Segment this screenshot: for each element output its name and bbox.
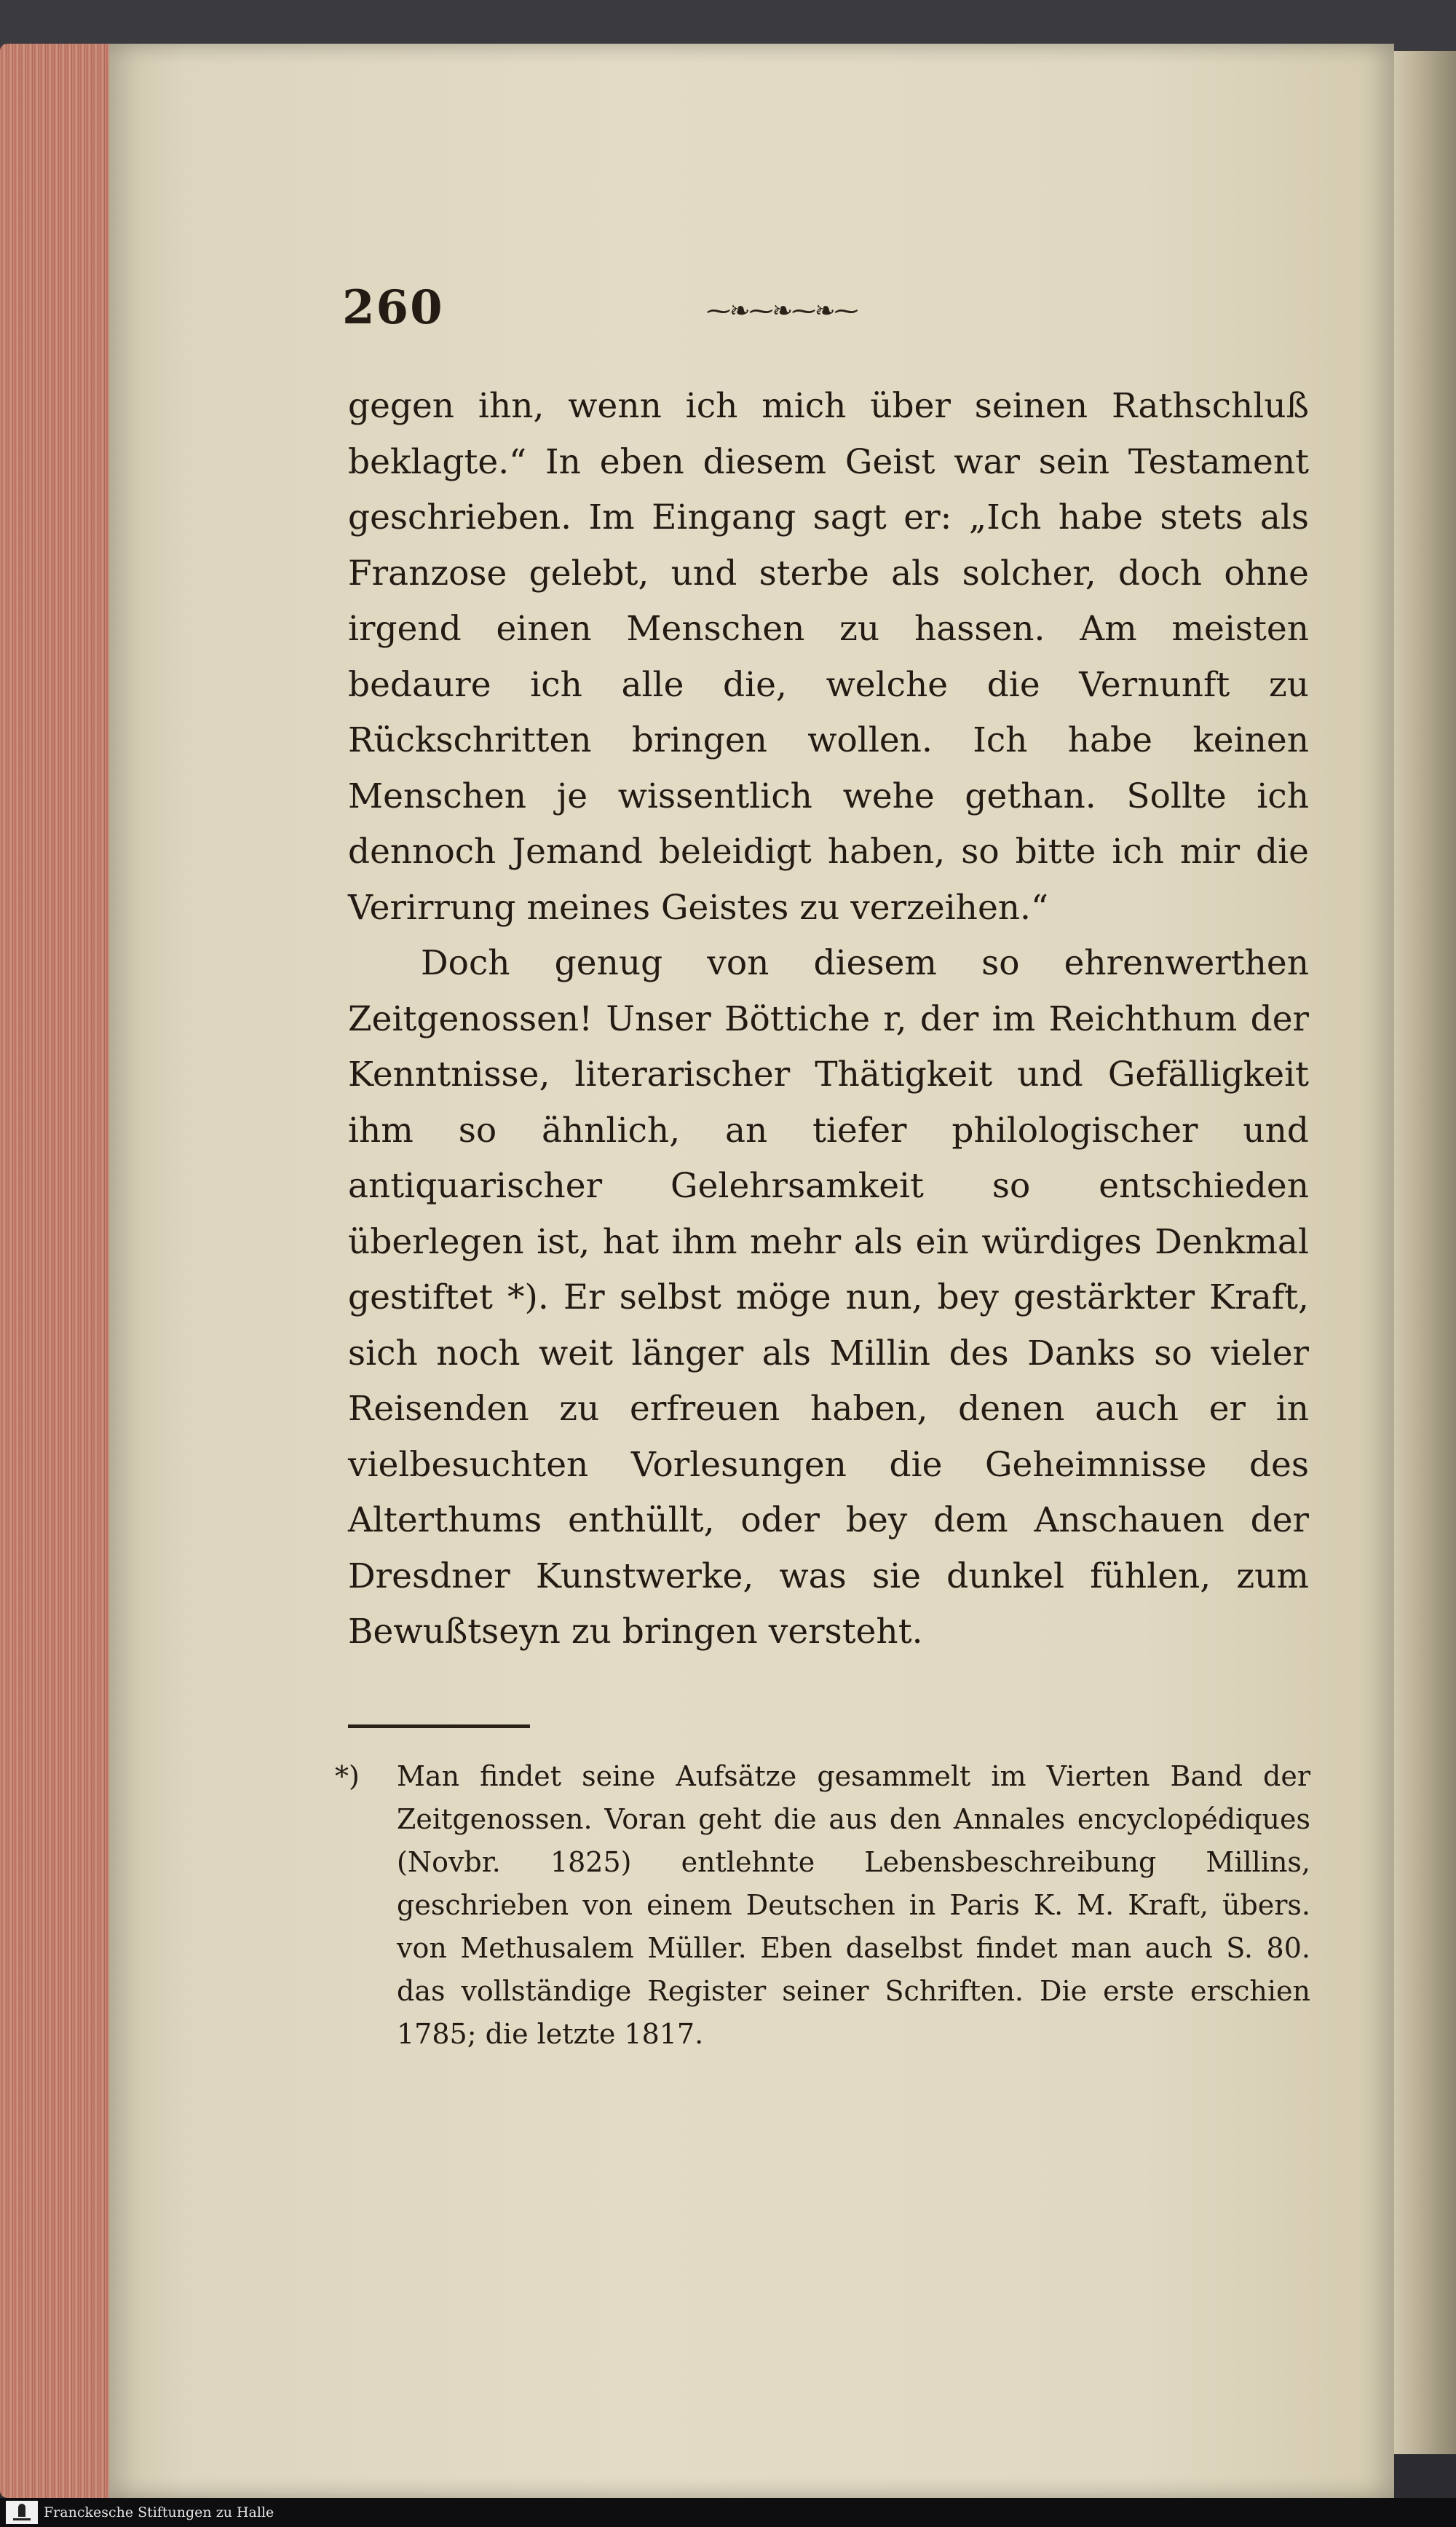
institution-logo-icon xyxy=(6,2501,38,2524)
footnote-marker: *) xyxy=(335,1760,360,1792)
footnote xyxy=(335,1755,1310,2056)
page-header xyxy=(342,280,1310,339)
body-text xyxy=(348,379,1309,1660)
footnote-divider xyxy=(348,1724,530,1728)
left-page-edges xyxy=(0,44,109,2498)
paragraph-2: Doch genug von diesem so ehrenwerthen Zeitgenossen! Unser Böttiche r, der im Reichthum der Kenntnisse, literarischer Thätigkeit und Gefälligkeit ihm so ähnlich, an tiefer philologischer und antiquarischer Gelehrsamkeit so entschieden überlegen ist, hat ihm mehr als ein würdiges Denkmal gestiftet *). Er selbst möge nun, bey gestärkter Kraft, sich noch weit länger als Millin des Danks so vieler Reisenden zu erfreuen haben, denen auch er in vielbesuchten Vorlesungen die Geheimnisse des Alterthums enthüllt, oder bey dem Anschauen der Dresdner Kunstwerke, was sie dunkel fühlen, zum Bewußtseyn zu bringen versteht. xyxy=(348,943,1309,1652)
footer-credit: Franckesche Stiftungen zu Halle xyxy=(44,2504,274,2520)
right-page-edges xyxy=(1387,51,1456,2454)
paragraph-1: gegen ihn, wenn ich mich über seinen Rathschluß beklagte.“ In eben diesem Geist war sein Testament geschrieben. Im Eingang sagt er: „Ich habe stets als Franzose gelebt, und sterbe als solcher, doch ohne irgend einen Menschen zu hassen. Am meisten bedaure ich alle die, welche die Vernunft zu Rückschritten bringen wollen. Ich habe keinen Menschen je wissentlich wehe gethan. Sollte ich dennoch Jemand beleidigt haben, so bitte ich mir die Verirrung meines Geistes zu verzeihen.“ xyxy=(348,386,1309,928)
page-number: 260 xyxy=(342,280,444,335)
footnote-text: Man findet seine Aufsätze gesammelt im Vierten Band der Zeitgenossen. Voran geht die aus den Annales encyclopédiques (Novbr. 1825) entlehnte Lebensbeschreibung Millins, geschrieben von einem Deutschen in Paris K. M. Kraft, übers. von Methusalem Müller. Eben daselbst findet man auch S. 80. das vollständige Register seiner Schriften. Die erste erschien 1785; die letzte 1817. xyxy=(397,1760,1310,2050)
header-ornament-icon: ⁓❧⁓❧⁓❧⁓ xyxy=(706,296,858,326)
